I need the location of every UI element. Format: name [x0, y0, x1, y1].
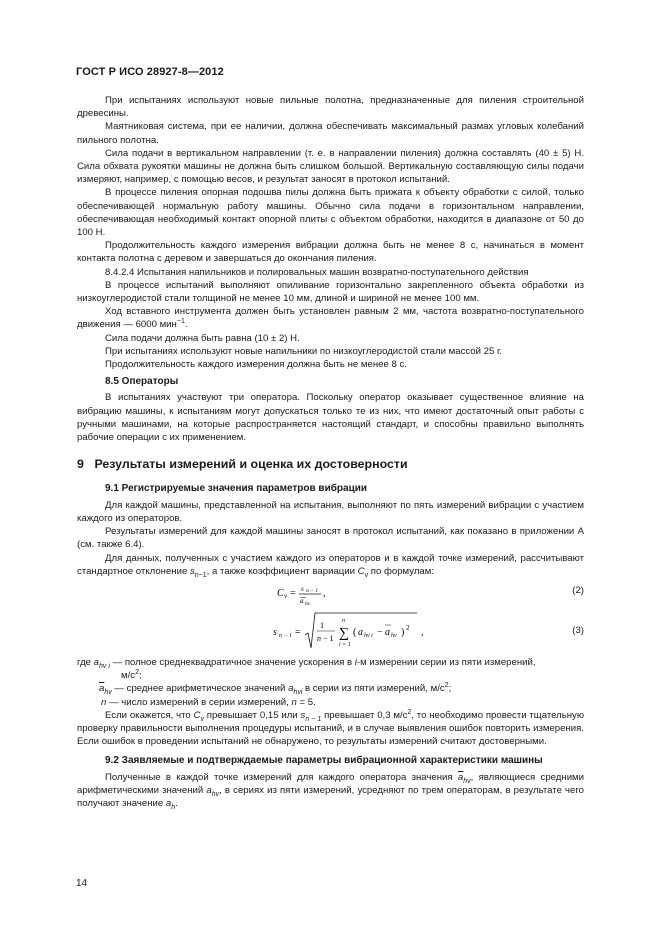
- page-number: 14: [76, 878, 88, 889]
- body-text: [77, 94, 584, 810]
- paragraph: Сила подачи в вертикальном направлении (т. е. в направлении пиления) должна составлять (40 ± 5) Н. Сила обхвата рукоятки машины не должна быть слишком большой. Вертикальную составляющую силы подачи измеряют, например, с помощью весов, и результат заносят в протокол испытаний.: [77, 147, 584, 186]
- svg-text:(: (: [353, 626, 357, 638]
- svg-text:∑: ∑: [339, 625, 349, 641]
- paragraph: В процессе пиления опорная подошва пилы должна быть прижата к объекту обработки с силой, только обеспечивающей нормальную работу машины. Обычно сила подачи в горизонтальном направлении, обеспечивающая необходимый контакт опорной плиты с объектом обработки, находится в диапазоне от 50 до 100 Н.: [77, 187, 584, 239]
- svg-text:=: =: [295, 626, 301, 638]
- paragraph: Результаты измерений для каждой машины заносят в протокол испытаний, как показано в приложении А (см. также 6.4).: [77, 526, 584, 551]
- svg-text:C: C: [277, 587, 284, 599]
- paragraph: При испытаниях используют новые напильники по низкоуглеродистой стали массой 25 г.: [105, 345, 502, 357]
- svg-text:− 1: − 1: [323, 633, 334, 643]
- svg-text:hv: hv: [305, 600, 311, 607]
- section-heading-9-2: 9.2 Заявляемые и подтверждаемые параметры вибрационной характеристики машины: [105, 755, 543, 767]
- paragraph: В процессе испытаний выполняют опиливание горизонтально закрепленного объекта обработки из низкоуглеродистой стали толщиной не менее 10 мм, длиной и шириной не менее 100 мм.: [77, 279, 584, 305]
- paragraph: Маятниковая система, при ее наличии, должна обеспечивать максимальный размах угловых колебаний пильного полотна.: [77, 121, 584, 146]
- paragraph: Для каждой машины, представленной на испытания, выполняют по пять измерений вибрации с участием каждого из операторов.: [77, 499, 584, 524]
- svg-text:,: ,: [421, 626, 424, 638]
- paragraph: Для данных, полученных с участием каждого из операторов и в каждой точке измерений, рассчитывают стандартное отклонение $s_{n-1}$, а также коэффициент вариации $C_v$ по формулам:: [77, 552, 584, 579]
- svg-text:i = 1: i = 1: [339, 641, 351, 648]
- svg-text:hv: hv: [391, 632, 397, 639]
- formula-3-expression: [77, 610, 557, 654]
- svg-text:n − 1: n − 1: [306, 587, 318, 594]
- svg-text:a: a: [358, 626, 363, 638]
- paragraph: Продолжительность каждого измерения должна быть не менее 8 с.: [105, 359, 407, 371]
- svg-text:−: −: [377, 626, 383, 638]
- definition-a-hv: $\overline{a}_{hv}$ — среднее арифметическое значений $a_{hvi}$ в серии из пяти измерений, $м/с^2$;: [99, 682, 452, 697]
- formula-3-number: (3): [572, 624, 584, 636]
- svg-text:a: a: [300, 596, 304, 605]
- subsection-heading: 8.4.2.4 Испытания напильников и полировальных машин возвратно-поступательного действия: [105, 266, 529, 278]
- svg-text:v: v: [284, 591, 288, 600]
- svg-text:,: ,: [323, 587, 326, 599]
- definition-a-hvi: где $a_{hv i}$ — полное среднеквадратичное значение ускорения в i-м измерении серии из пяти измерений,: [77, 656, 536, 670]
- svg-text:=: =: [290, 587, 296, 599]
- svg-text:s: s: [273, 626, 277, 638]
- section-heading-9: 9 Результаты измерений и оценка их достоверности: [77, 457, 408, 472]
- svg-text:a: a: [385, 626, 390, 638]
- svg-text:1: 1: [320, 620, 324, 630]
- formula-2-number: (2): [572, 584, 584, 596]
- paragraph: Ход вставного инструмента должен быть установлен равным 2 мм, частота возвратно-поступательного движения — 6000 мин$^{-1}$.: [77, 306, 584, 331]
- svg-text:hv i: hv i: [364, 632, 373, 639]
- formula-2-expression: [77, 580, 557, 608]
- svg-text:n: n: [342, 617, 345, 624]
- definition-n: n — число измерений в серии измерений, n = 5.: [101, 696, 316, 708]
- paragraph: При испытаниях используют новые пильные полотна, предназначенные для пиления строительной древесины.: [77, 95, 584, 120]
- svg-text:): ): [401, 626, 405, 638]
- svg-text:n: n: [317, 633, 321, 643]
- section-heading-9-1: 9.1 Регистрируемые значения параметров вибрации: [105, 483, 368, 495]
- formula-2: [77, 580, 584, 608]
- definition-unit: $м/с^2$;: [121, 668, 142, 682]
- paragraph: Продолжительность каждого измерения вибрации должна быть не менее 8 с, начинаться в момент контакта полотна с деревом и завершаться до окончания пиления.: [77, 240, 584, 265]
- svg-text:n − 1: n − 1: [279, 632, 293, 639]
- svg-text:s: s: [301, 584, 304, 593]
- svg-text:2: 2: [406, 623, 410, 632]
- paragraph: Сила подачи должна быть равна (10 ± 2) Н.: [105, 332, 300, 344]
- paragraph: В испытаниях участвуют три оператора. Поскольку оператор оказывает существенное влияние на вибрацию машины, к испытаниям могут допускаться только те из них, что имеют достаточный опыт работы с ручными машинами, на которые распространяется настоящий стандарт, и способны правильно выполнять рабочие операции с их применением.: [77, 392, 584, 444]
- section-heading-8-5: 8.5 Операторы: [105, 376, 179, 388]
- page-header: ГОСТ Р ИСО 28927-8—2012: [76, 66, 224, 78]
- formula-3: [77, 610, 584, 654]
- paragraph: Если окажется, что $C_v$ превышает 0,15 или $s_{n - 1}$ превышает 0,3 $м/с^2$, то необходимо провести тщательную проверку правильности выполнения процедуры испытаний, и в случае выявления ошибок повторить измерения. Если ошибок в проведении испытаний не обнаружено, то результаты измерений считают достоверными.: [77, 708, 585, 748]
- paragraph: Полученные в каждой точке измерений для каждого оператора значения $\overline{a}_{hv}$, являющиеся средними арифметическими значений $a_{hv}$, в сериях из пяти измерений, усредняют по трем операторам, в результате чего получают значение $a_h$.: [77, 771, 585, 811]
